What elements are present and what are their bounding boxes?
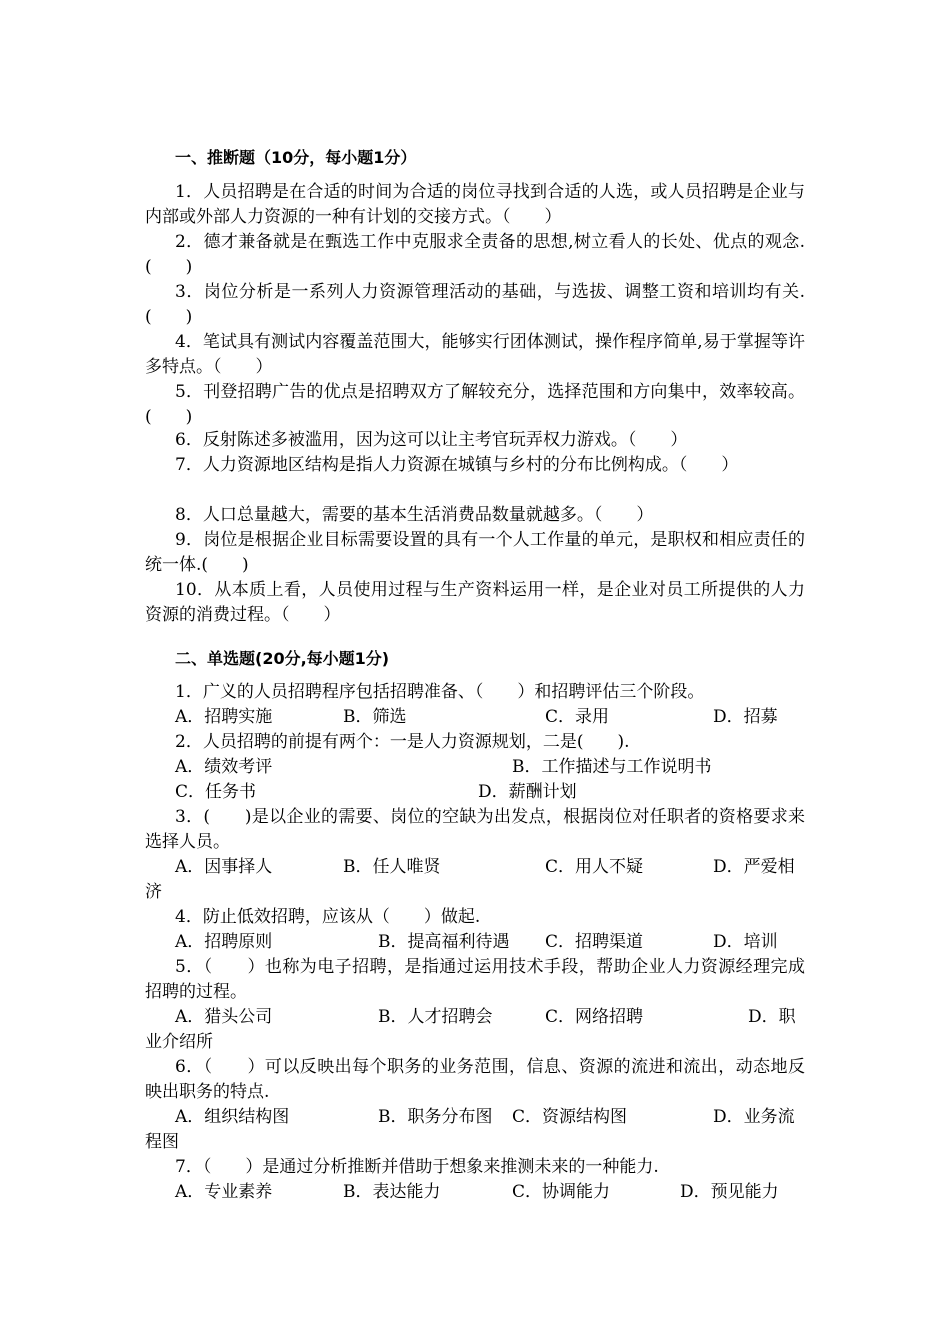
q2-option-d: D．薪酬计划: [478, 782, 577, 802]
q5-option-d: D．职: [748, 1007, 796, 1027]
judgment-question-6: 6．反射陈述多被滥用，因为这可以让主考官玩弄权力游戏。（ ）: [175, 430, 688, 450]
judgment-question-2: 2．德才兼备就是在甄选工作中克服求全责备的思想,树立看人的长处、优点的观念.( ): [145, 232, 805, 277]
q4-option-c: C．招聘渠道: [545, 932, 644, 952]
section-2-heading: 二、单选题(20分,每小题1分): [175, 649, 390, 668]
q5-option-a: A．猎头公司: [175, 1007, 273, 1027]
q5-option-d-wrap: 业介绍所: [145, 1032, 213, 1052]
q6-option-c: C．资源结构图: [512, 1107, 628, 1127]
judgment-question-7: 7．人力资源地区结构是指人力资源在城镇与乡村的分布比例构成。（ ）: [175, 455, 739, 475]
q4-option-d: D．培训: [713, 932, 778, 952]
q3-option-a: A．因事择人: [175, 857, 273, 877]
judgment-question-1: 1．人员招聘是在合适的时间为合适的岗位寻找到合适的人选，或人员招聘是企业与内部或外部人力资源的一种有计划的交接方式。（ ）: [145, 182, 805, 227]
choice-question-6: 6．（ ）可以反映出每个职务的业务范围，信息、资源的流进和流出，动态地反映出职务的特点.: [145, 1057, 805, 1102]
q3-option-c: C．用人不疑: [545, 857, 644, 877]
choice-question-1: 1．广义的人员招聘程序包括招聘准备、（ ）和招聘评估三个阶段。: [175, 682, 705, 702]
q2-option-c: C．任务书: [175, 782, 257, 802]
choice-question-4: 4．防止低效招聘，应该从（ ）做起.: [175, 907, 481, 927]
q1-option-b: B．筛选: [343, 707, 407, 727]
judgment-question-8: 8．人口总量越大，需要的基本生活消费品数量就越多。（ ）: [175, 505, 654, 525]
q3-option-d: D．严爱相: [713, 857, 795, 877]
q6-option-d: D．业务流: [713, 1107, 795, 1127]
judgment-question-5: 5．刊登招聘广告的优点是招聘双方了解较充分，选择范围和方向集中，效率较高。( ): [145, 382, 805, 427]
q6-option-a: A．组织结构图: [175, 1107, 290, 1127]
q2-option-a: A．绩效考评: [175, 757, 273, 777]
q1-option-c: C．录用: [545, 707, 610, 727]
q6-option-d-wrap: 程图: [145, 1132, 179, 1152]
q2-option-b: B．工作描述与工作说明书: [512, 757, 712, 777]
section-1-heading: 一、推断题（10分，每小题1分）: [175, 148, 417, 167]
choice-question-7: 7．（ ）是通过分析推断并借助于想象来推测未来的一种能力.: [175, 1157, 659, 1177]
q7-option-a: A．专业素养: [175, 1182, 273, 1202]
q7-option-c: C．协调能力: [512, 1182, 611, 1202]
judgment-question-3: 3．岗位分析是一系列人力资源管理活动的基础，与选拔、调整工资和培训均有关.( ): [145, 282, 805, 327]
q5-option-c: C．网络招聘: [545, 1007, 644, 1027]
q6-option-b: B．职务分布图: [378, 1107, 493, 1127]
q1-option-a: A．招聘实施: [175, 707, 273, 727]
q3-option-d-wrap: 济: [145, 882, 162, 902]
choice-question-5: 5．（ ）也称为电子招聘，是指通过运用技术手段，帮助企业人力资源经理完成招聘的过程。: [145, 957, 805, 1002]
choice-question-3: 3．( )是以企业的需要、岗位的空缺为出发点，根据岗位对任职者的资格要求来选择人员。: [145, 807, 805, 852]
q7-option-b: B．表达能力: [343, 1182, 441, 1202]
q7-option-d: D．预见能力: [680, 1182, 779, 1202]
q4-option-b: B．提高福利待遇: [378, 932, 510, 952]
judgment-question-4: 4．笔试具有测试内容覆盖范围大，能够实行团体测试，操作程序简单,易于掌握等许多特点。（ ）: [145, 332, 805, 377]
choice-question-2: 2．人员招聘的前提有两个：一是人力资源规划，二是( ).: [175, 732, 630, 752]
judgment-question-9: 9．岗位是根据企业目标需要设置的具有一个人工作量的单元，是职权和相应责任的统一体.( ): [145, 530, 805, 575]
q3-option-b: B．任人唯贤: [343, 857, 441, 877]
judgment-question-10: 10．从本质上看，人员使用过程与生产资料运用一样，是企业对员工所提供的人力资源的消费过程。（ ）: [145, 580, 805, 625]
q1-option-d: D．招募: [713, 707, 778, 727]
q5-option-b: B．人才招聘会: [378, 1007, 493, 1027]
q4-option-a: A．招聘原则: [175, 932, 273, 952]
